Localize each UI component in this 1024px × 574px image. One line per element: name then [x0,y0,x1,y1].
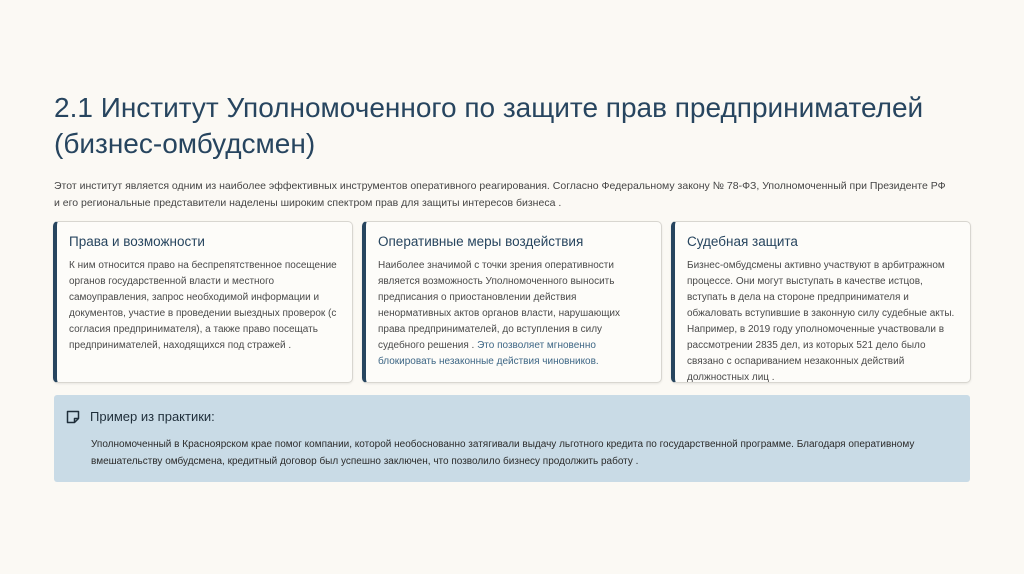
card-operative-measures [362,221,662,383]
card-text: К ним относится право на беспрепятственное посещение органов государственной власти и местного самоуправления, запрос необходимой информации и документов, участие в проведении выездных проверок (с согласия предпринимателя), а также право посещать предпринимателей, находящихся под стражей . [69,260,337,351]
card-heading: Права и возможности [69,234,205,249]
intro-paragraph: Этот институт является одним из наиболее эффективных инструментов оперативного реагирования. Согласно Федеральному закону № 78-ФЗ, Уполномоченный при Президенте РФ и его региональные представители наделены широким спектром прав для защиты интересов бизнеса . [54,180,946,209]
card-rights [53,221,353,383]
practice-example-box [54,395,970,482]
page-title: 2.1 Институт Уполномоченного по защите прав предпринимателей (бизнес-омбудсмен) [54,92,924,159]
card-text [378,258,649,370]
card-text: Бизнес-омбудсмены активно участвуют в арбитражном процессе. Они могут выступать в качестве истцов, вступать в дела на стороне предпринимателя и обжаловать вступившие в законную силу судебные акты. Например, в 2019 году уполномоченные участвовали в рассмотрении 2835 дел, из которых 521 дело было связано с оспариванием незаконных действий должностных лиц . [687,260,955,383]
card-heading: Оперативные меры воздействия [378,234,584,249]
card-text-highlight: Это позволяет мгновенно блокировать незаконные действия чиновников. [378,340,599,367]
card-judicial-protection [671,221,971,383]
card-text-main: Наиболее значимой с точки зрения оперативности является возможность Уполномоченного выносить предписания о приостановлении действия ненормативных актов органов власти, нарушающих права предпринимателей, до вступления в силу судебного решения . [378,260,621,351]
example-header [66,409,215,424]
note-icon [66,410,80,424]
example-text: Уполномоченный в Красноярском крае помог компании, которой необоснованно затягивали выдачу льготного кредита по государственной программе. Благодаря оперативному вмешательству омбудсмена, кредитный договор был успешно заключен, что позволило бизнесу продолжить работу . [91,439,915,467]
card-heading: Судебная защита [687,234,798,249]
example-heading: Пример из практики: [90,409,215,424]
